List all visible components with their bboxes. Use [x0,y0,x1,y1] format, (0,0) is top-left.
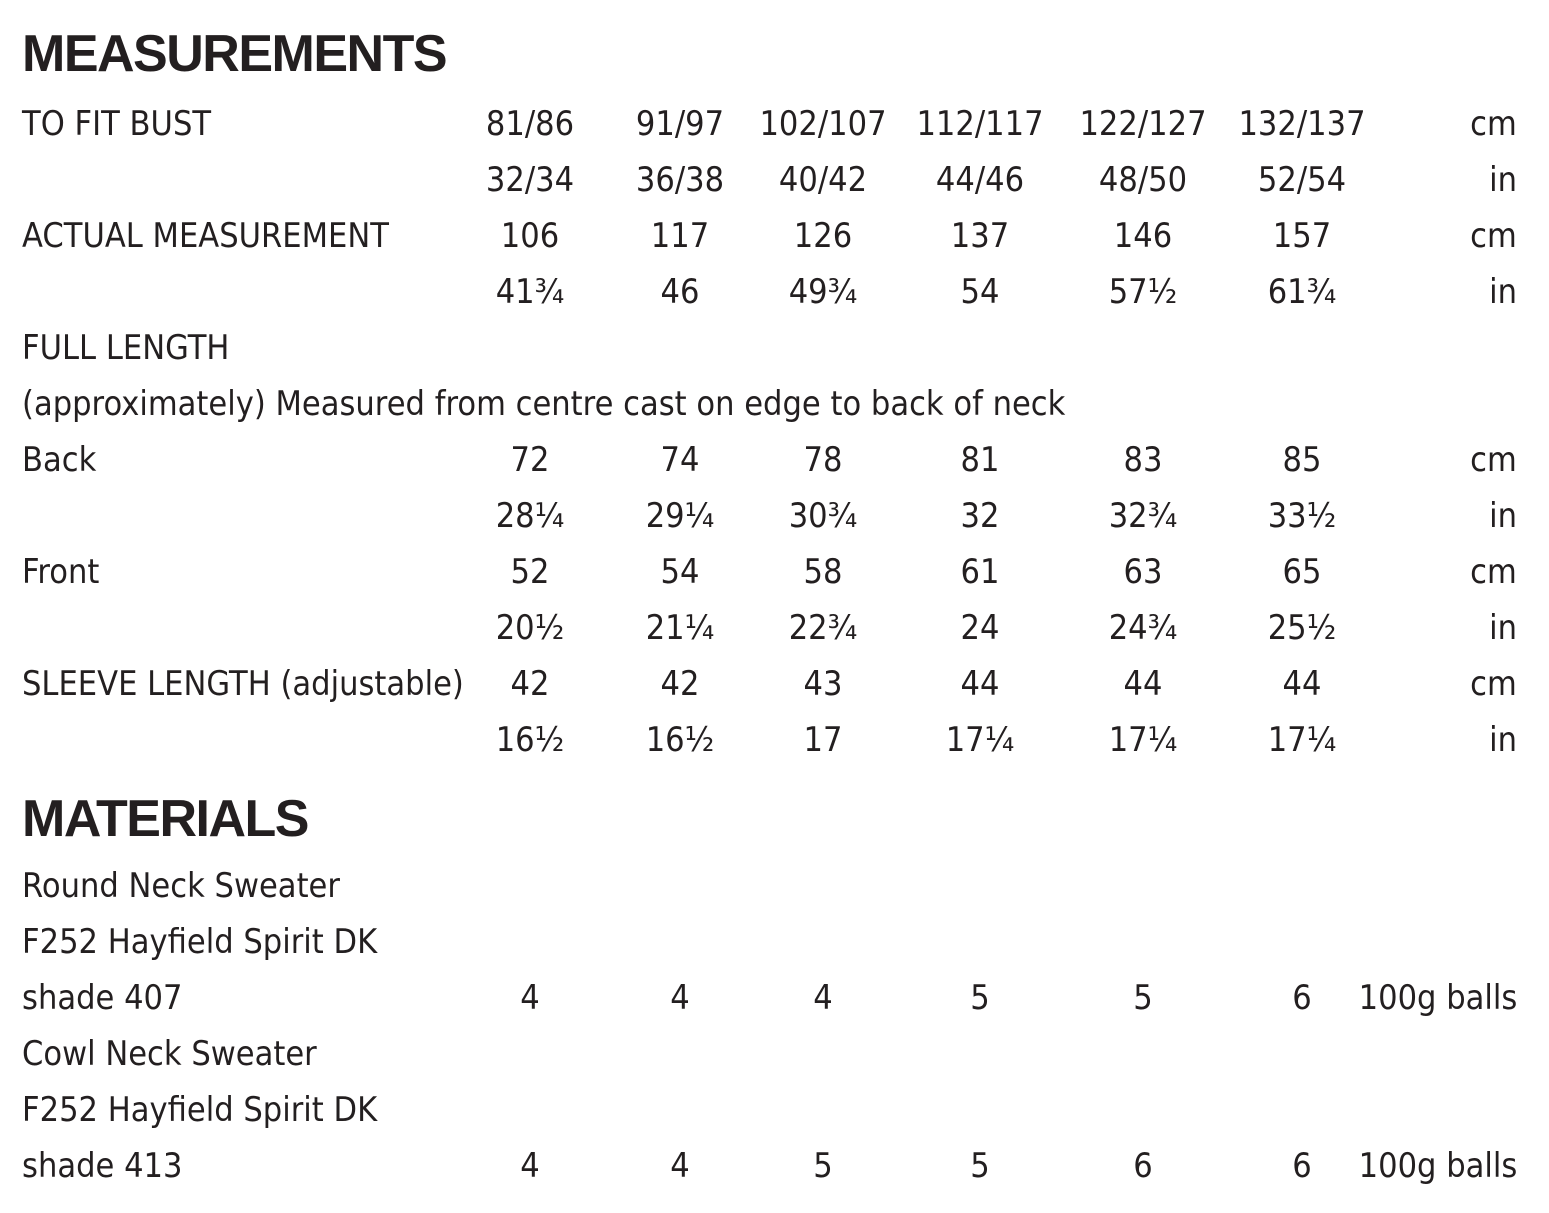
size-value: 21¼ [645,608,715,648]
size-value: 61 [960,552,1000,592]
size-value: 17¼ [1267,720,1337,760]
table-row [0,1138,1549,1194]
size-value: 91/97 [635,104,725,144]
table-row [0,600,1549,656]
size-value: 44/46 [935,160,1025,200]
size-value: 126 [793,216,853,256]
size-value: 24 [960,608,1000,648]
size-value: 22¾ [788,608,858,648]
row-label: Cowl Neck Sweater [22,1034,317,1074]
size-value: 32 [960,496,1000,536]
size-value: 24¾ [1108,608,1178,648]
size-value: 17¼ [1108,720,1178,760]
unit-label: 100g balls [1358,978,1517,1018]
size-value: 122/127 [1079,104,1207,144]
table-row [0,96,1549,152]
size-value: 81/86 [485,104,575,144]
size-value: 6 [1133,1146,1153,1186]
size-value: 83 [1123,440,1163,480]
table-row [0,1026,1549,1082]
unit-label: cm [1470,552,1517,592]
size-value: 6 [1292,978,1312,1018]
size-value: 112/117 [916,104,1044,144]
size-value: 106 [500,216,560,256]
unit-label: 100g balls [1358,1146,1517,1186]
size-value: 57½ [1108,272,1178,312]
size-value: 63 [1123,552,1163,592]
size-value: 61¾ [1267,272,1337,312]
size-value: 17¼ [945,720,1015,760]
row-label: (approximately) Measured from centre cast on edge to back of neck [22,384,1066,424]
table-row [0,488,1549,544]
table-row [0,858,1549,914]
materials-heading: MATERIALS [22,790,308,848]
size-value: 44 [1123,664,1163,704]
unit-label: in [1489,720,1517,760]
unit-label: in [1489,272,1517,312]
size-value: 85 [1282,440,1322,480]
table-row [0,1082,1549,1138]
size-value: 44 [960,664,1000,704]
size-value: 157 [1272,216,1332,256]
size-value: 78 [803,440,843,480]
size-value: 17 [803,720,843,760]
size-value: 54 [960,272,1000,312]
table-row [0,320,1549,376]
table-row [0,264,1549,320]
table-row [0,208,1549,264]
size-value: 58 [803,552,843,592]
size-value: 5 [1133,978,1153,1018]
size-value: 40/42 [778,160,868,200]
unit-label: cm [1470,664,1517,704]
size-value: 48/50 [1098,160,1188,200]
size-value: 4 [520,978,540,1018]
size-value: 72 [510,440,550,480]
size-value: 132/137 [1238,104,1366,144]
size-value: 52/54 [1257,160,1347,200]
row-label: Round Neck Sweater [22,866,340,906]
size-value: 52 [510,552,550,592]
size-value: 102/107 [759,104,887,144]
size-value: 4 [670,978,690,1018]
unit-label: cm [1470,440,1517,480]
unit-label: in [1489,496,1517,536]
row-label: F252 Hayfield Spirit DK [22,1090,378,1130]
unit-label: cm [1470,216,1517,256]
size-value: 6 [1292,1146,1312,1186]
row-label: Front [22,552,100,592]
row-label: FULL LENGTH [22,328,230,368]
size-value: 146 [1113,216,1173,256]
size-value: 5 [970,1146,990,1186]
table-row [0,544,1549,600]
table-row [0,432,1549,488]
size-value: 74 [660,440,700,480]
unit-label: in [1489,608,1517,648]
size-value: 5 [813,1146,833,1186]
size-value: 81 [960,440,1000,480]
size-value: 117 [650,216,710,256]
size-value: 4 [813,978,833,1018]
unit-label: in [1489,160,1517,200]
size-value: 29¼ [645,496,715,536]
size-value: 49¾ [788,272,858,312]
size-value: 43 [803,664,843,704]
size-value: 25½ [1267,608,1337,648]
size-value: 54 [660,552,700,592]
size-value: 32¾ [1108,496,1178,536]
table-row [0,376,1549,432]
row-label: shade 413 [22,1146,183,1186]
size-value: 28¼ [495,496,565,536]
size-value: 44 [1282,664,1322,704]
row-label: Back [22,440,97,480]
size-value: 30¾ [788,496,858,536]
size-value: 5 [970,978,990,1018]
size-value: 16½ [645,720,715,760]
size-value: 137 [950,216,1010,256]
row-label: TO FIT BUST [22,104,212,144]
size-value: 42 [510,664,550,704]
unit-label: cm [1470,104,1517,144]
table-row [0,914,1549,970]
size-value: 41¾ [495,272,565,312]
size-value: 32/34 [485,160,575,200]
size-value: 16½ [495,720,565,760]
size-value: 33½ [1267,496,1337,536]
table-row [0,152,1549,208]
row-label: shade 407 [22,978,183,1018]
size-value: 20½ [495,608,565,648]
row-label: F252 Hayfield Spirit DK [22,922,378,962]
size-value: 4 [520,1146,540,1186]
size-value: 65 [1282,552,1322,592]
size-value: 42 [660,664,700,704]
measurements-heading: MEASUREMENTS [22,25,447,83]
table-row [0,970,1549,1026]
row-label: SLEEVE LENGTH (adjustable) [22,664,464,704]
size-value: 36/38 [635,160,725,200]
row-label: ACTUAL MEASUREMENT [22,216,389,256]
table-row [0,656,1549,712]
table-row [0,712,1549,768]
size-value: 46 [660,272,700,312]
size-value: 4 [670,1146,690,1186]
